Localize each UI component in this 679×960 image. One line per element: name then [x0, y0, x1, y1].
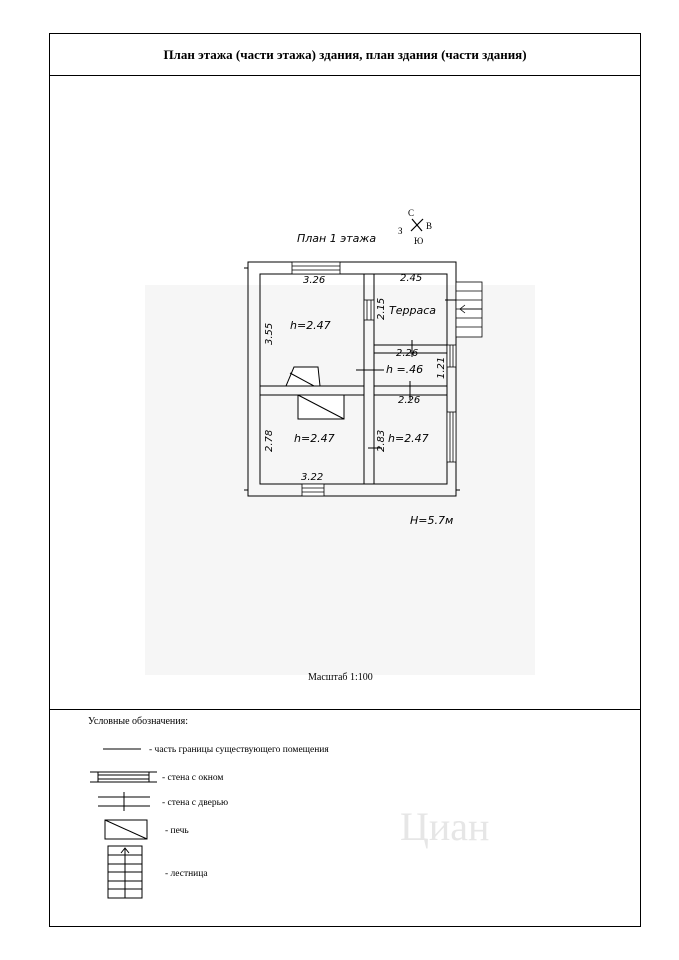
scale-label: Масштаб 1:100 [308, 672, 373, 683]
dim-terrace-height: 2.15 [376, 297, 387, 320]
compass-north: С [408, 208, 415, 218]
compass-west: З [398, 226, 403, 236]
dim-hall-bottom-width: 2.26 [398, 395, 421, 406]
legend-heading: Условные обозначения: [88, 716, 189, 727]
compass-south: Ю [414, 236, 424, 246]
legend-symbol-stairs [108, 846, 142, 898]
legend-symbol-door [98, 792, 150, 811]
legend-symbol-stove [105, 820, 147, 839]
dim-left-bottom-height: 2.78 [264, 429, 275, 452]
hall-height-label: h =.46 [386, 363, 424, 376]
compass-east: В [426, 221, 433, 231]
legend-item-stove: - печь [165, 826, 189, 836]
dim-hall-height: 1.21 [436, 356, 447, 379]
legend-item-stairs: - лестница [165, 869, 208, 879]
compass-rose [398, 208, 432, 246]
dim-mid-bottom-height: 2.83 [376, 429, 387, 452]
terrace-name: Терраса [389, 304, 436, 317]
legend-symbol-window [90, 772, 157, 782]
dim-top-right-width: 2.45 [400, 273, 423, 284]
room-top-left-height: h=2.47 [290, 319, 331, 332]
dim-bottom-left-width: 3.22 [301, 472, 324, 483]
watermark-text: Циан [400, 804, 490, 849]
building-height: H=5.7м [410, 514, 454, 527]
room-bottom-left-height: h=2.47 [294, 432, 335, 445]
legend-item-door: - стена с дверью [162, 798, 229, 808]
legend-symbols [90, 749, 157, 898]
room-bottom-right-height: h=2.47 [388, 432, 429, 445]
dim-top-left-width: 3.26 [303, 275, 326, 286]
terrace-stairs [456, 282, 482, 337]
dim-left-top-height: 3.55 [264, 322, 275, 345]
sheet-title: План этажа (части этажа) здания, план здания (части здания) [50, 34, 640, 76]
floor-label: План 1 этажа [297, 232, 377, 245]
dim-hall-top-width: 2.26 [396, 348, 419, 359]
watermark-backdrop [145, 285, 535, 675]
legend-item-window: - стена с окном [162, 773, 224, 783]
legend-item-boundary: - часть границы существующего помещения [149, 745, 329, 755]
